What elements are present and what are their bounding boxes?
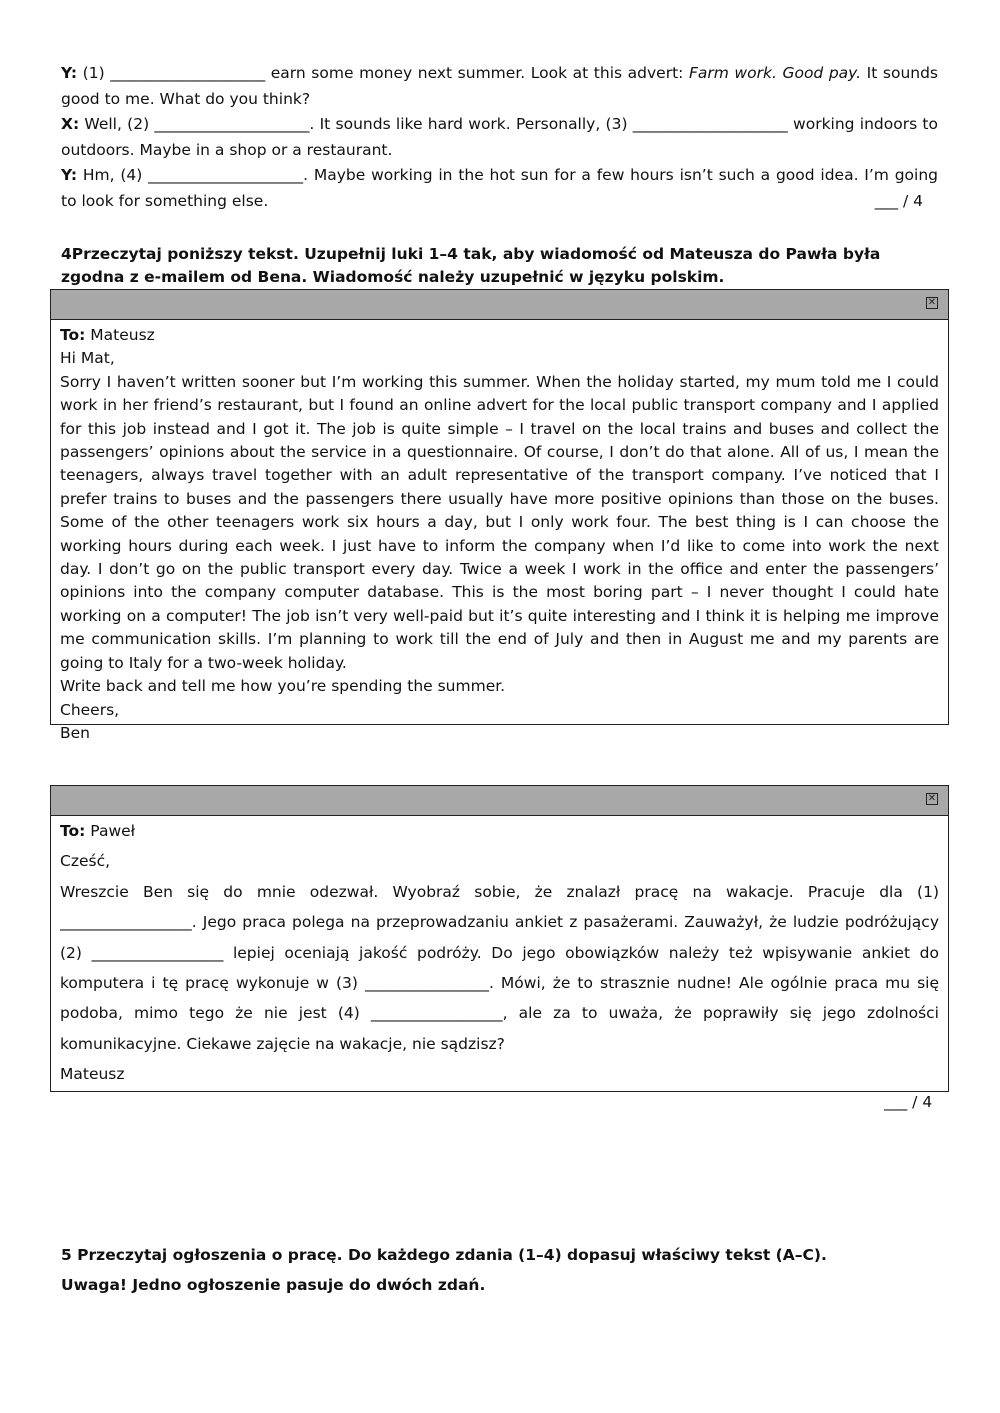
recipient-name: Mateusz <box>85 326 155 344</box>
email-body-text: Sorry I haven’t written sooner but I’m working this summer. When the holiday started, my mum told me I could work in her friend’s restaurant, but I found an online advert for the local public transport company and I applied for this job instead and I got it. The job is quite simple – I travel on the local trains and buses and collect the passengers’ opinions about the service in a questionnaire. Of course, I don’t do that alone. All of us, I mean the teenagers, always travel together with an adult representative of the transport company. I’ve noticed that I prefer trains to buses and the passengers there usually have more positive opinions than those on the buses. Some of the other teenagers work six hours a day, but I only work four. The best thing is I can choose the working hours during each week. I just have to inform the company when I’d like to come into work the next day. I don’t go on the public transport every day. Twice a week I work in the office and enter the passengers’ opinions into the company computer database. This is the most boring part – I never thought I could hate working on a computer! The job isn’t very well-paid but it’s quite interesting and I think it is helping me improve me communication skills. I’m planning to work till the end of July and then in August me and my parents are going to Italy for a two-week holiday. <box>60 372 939 672</box>
dialogue-text: Well, (2) ____________________. It sounds like hard work. Personally, (3) ____________________ working indoors to outdoors. Maybe in a shop or a restaurant. <box>61 115 938 159</box>
dialogue-exercise <box>61 61 938 214</box>
dialogue-text: (1) ____________________ earn some money next summer. Look at this advert: <box>77 64 689 82</box>
email-body <box>51 320 948 747</box>
dialogue-line-1 <box>61 61 938 112</box>
advert-text: Farm work. Good pay. <box>688 64 862 82</box>
dialogue-text: It sounds good to me. What do you think? <box>61 64 939 108</box>
close-box-icon[interactable]: ✕ <box>927 793 937 804</box>
task-4-instruction: 4Przeczytaj poniższy tekst. Uzupełnij luki 1–4 tak, aby wiadomość od Mateusza do Pawła była zgodna z e-mailem od Bena. Wiadomość należy uzupełnić w języku polskim. <box>61 245 881 286</box>
dialogue-text: Hm, (4) ____________________. Maybe working in the hot sun for a few hours isn’t such a good idea. I’m going to look for something else. <box>61 166 938 210</box>
email-signature: Mateusz <box>60 1065 125 1084</box>
task-5-instruction <box>61 1240 941 1300</box>
email-greeting: Cześć, <box>60 852 111 871</box>
speaker-label: X: <box>61 115 80 133</box>
to-label: To: <box>60 822 86 840</box>
email-signoff: Cheers, <box>60 700 120 719</box>
speaker-label: Y: <box>61 64 78 82</box>
task-5-note: Uwaga! Jedno ogłoszenie pasuje do dwóch zdań. <box>61 1276 486 1294</box>
task-5-text: 5 Przeczytaj ogłoszenia o pracę. Do każdego zdania (1–4) dopasuj właściwy tekst (A–C). <box>61 1246 827 1264</box>
email-to-pawel <box>50 785 949 1092</box>
email-body-text: Wreszcie Ben się do mnie odezwał. Wyobraź sobie, że znalazł pracę na wakacje. Pracuje dla (1) _________________. Jego praca polega na przeprowadzaniu ankiet z pasażerami. Zauważył, że ludzie podróżujący (2) _________________ lepiej oceniają jakość podróży. Do jego obowiązków należy też wpisywanie ankiet do komputera i tę pracę wykonuje w (3) ________________. Mówi, że to strasznie nudne! Ale ogólnie praca mu się podoba, mimo tego że nie jest (4) _________________, ale za to uważa, że poprawiły się jego zdolności komunikacyjne. Ciekawe zajęcie na wakacje, nie sądzisz? <box>60 882 939 1053</box>
email-signature: Ben <box>60 723 90 742</box>
email-from-ben <box>50 289 949 742</box>
email-recipient <box>60 324 939 347</box>
to-label: To: <box>60 326 86 344</box>
email-recipient <box>60 816 939 846</box>
speaker-label: Y: <box>61 166 78 184</box>
email-body <box>51 816 948 1092</box>
email-closing-request: Write back and tell me how you’re spending the summer. <box>60 677 506 696</box>
dialogue-line-3 <box>61 163 938 214</box>
score-field: ___ / 4 <box>874 191 923 210</box>
email-greeting: Hi Mat, <box>60 349 115 368</box>
email-title-bar <box>51 786 948 816</box>
close-box-icon[interactable]: ✕ <box>927 297 937 308</box>
recipient-name: Paweł <box>85 822 136 840</box>
email-title-bar <box>51 290 948 320</box>
dialogue-line-2 <box>61 112 938 163</box>
score-field: ___ / 4 <box>884 1093 933 1111</box>
